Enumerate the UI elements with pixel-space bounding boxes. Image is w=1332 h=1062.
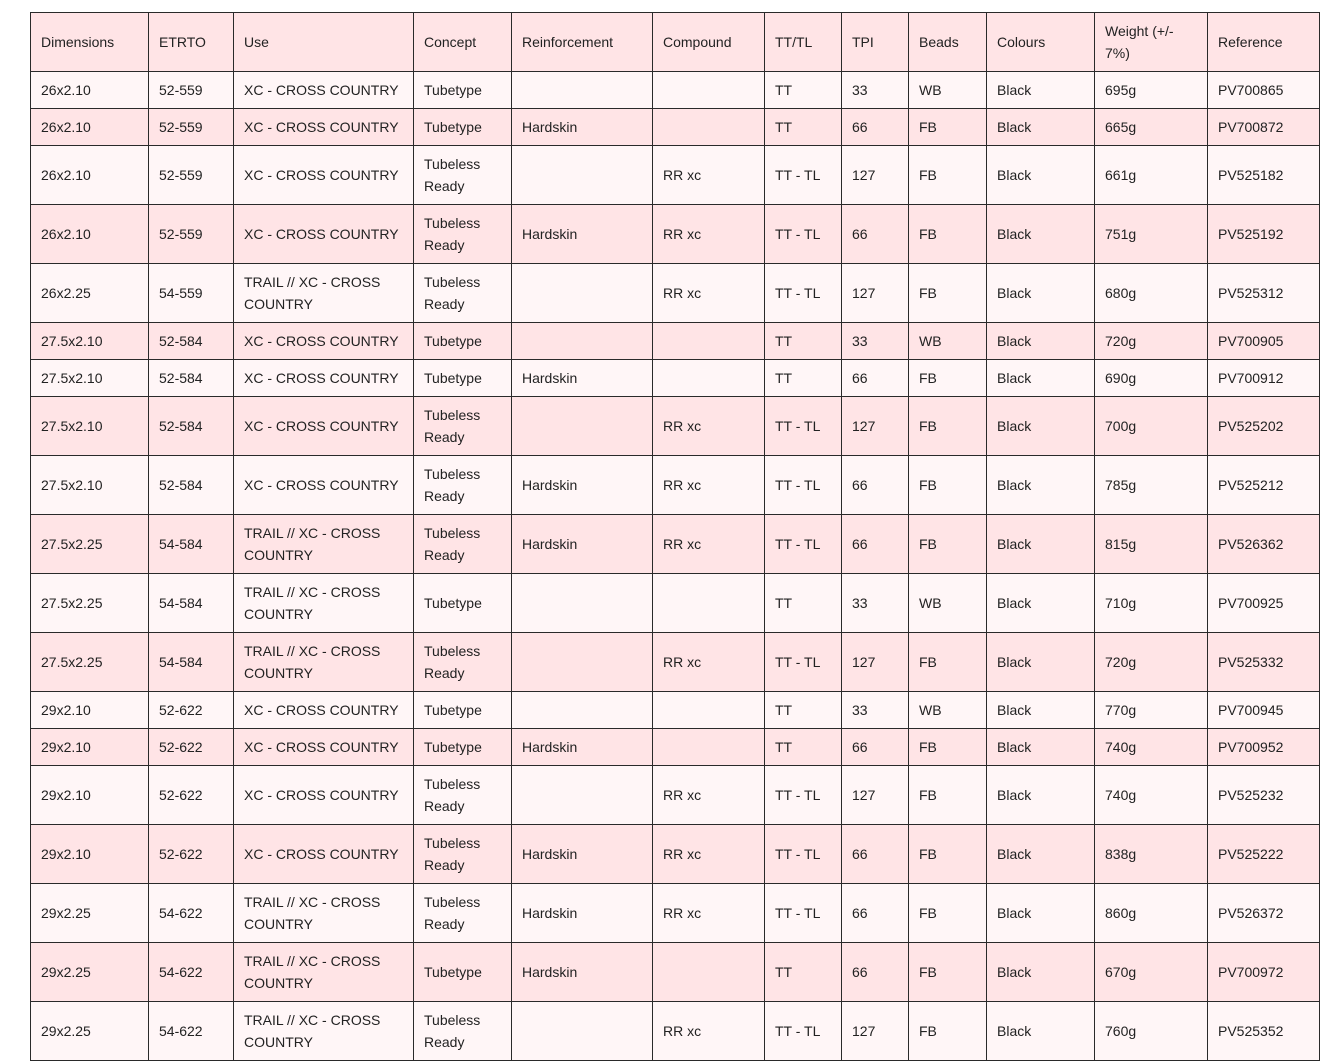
cell-reference: PV700905: [1208, 323, 1320, 360]
cell-tt-tl: TT - TL: [765, 884, 842, 943]
cell-beads: WB: [909, 692, 987, 729]
cell-weight: 760g: [1095, 1002, 1208, 1061]
cell-colours: Black: [987, 205, 1095, 264]
cell-weight: 670g: [1095, 943, 1208, 1002]
cell-colours: Black: [987, 825, 1095, 884]
cell-use: XC - CROSS COUNTRY: [234, 360, 414, 397]
cell-concept: Tubetype: [414, 360, 512, 397]
cell-concept: Tubetype: [414, 729, 512, 766]
cell-reinforcement: Hardskin: [512, 884, 653, 943]
column-header-weight: Weight (+/- 7%): [1095, 13, 1208, 72]
table-row: [31, 72, 1320, 109]
cell-reference: PV526372: [1208, 884, 1320, 943]
cell-concept: Tubeless Ready: [414, 1002, 512, 1061]
cell-reinforcement: [512, 692, 653, 729]
cell-reinforcement: [512, 264, 653, 323]
table-row: [31, 146, 1320, 205]
table-row: [31, 109, 1320, 146]
cell-colours: Black: [987, 146, 1095, 205]
cell-concept: Tubeless Ready: [414, 146, 512, 205]
cell-use: XC - CROSS COUNTRY: [234, 146, 414, 205]
cell-reinforcement: [512, 323, 653, 360]
table-row: [31, 884, 1320, 943]
cell-beads: FB: [909, 943, 987, 1002]
cell-weight: 751g: [1095, 205, 1208, 264]
cell-dimensions: 27.5x2.25: [31, 633, 149, 692]
column-header-use: Use: [234, 13, 414, 72]
cell-reference: PV700925: [1208, 574, 1320, 633]
cell-dimensions: 29x2.10: [31, 729, 149, 766]
cell-dimensions: 27.5x2.25: [31, 574, 149, 633]
cell-beads: FB: [909, 205, 987, 264]
cell-etrto: 52-584: [149, 456, 234, 515]
cell-tt-tl: TT: [765, 323, 842, 360]
cell-tpi: 33: [842, 574, 909, 633]
cell-beads: FB: [909, 397, 987, 456]
cell-dimensions: 26x2.10: [31, 205, 149, 264]
table-row: [31, 323, 1320, 360]
table-row: [31, 360, 1320, 397]
cell-dimensions: 27.5x2.10: [31, 397, 149, 456]
column-header-tt-tl: TT/TL: [765, 13, 842, 72]
cell-compound: RR xc: [653, 264, 765, 323]
column-header-etrto: ETRTO: [149, 13, 234, 72]
cell-dimensions: 26x2.10: [31, 109, 149, 146]
cell-use: XC - CROSS COUNTRY: [234, 766, 414, 825]
cell-dimensions: 26x2.10: [31, 146, 149, 205]
cell-colours: Black: [987, 72, 1095, 109]
cell-concept: Tubeless Ready: [414, 397, 512, 456]
cell-use: TRAIL // XC - CROSS COUNTRY: [234, 1002, 414, 1061]
cell-reference: PV525182: [1208, 146, 1320, 205]
cell-dimensions: 29x2.25: [31, 884, 149, 943]
cell-weight: 838g: [1095, 825, 1208, 884]
cell-reference: PV700912: [1208, 360, 1320, 397]
cell-beads: FB: [909, 456, 987, 515]
cell-tpi: 66: [842, 943, 909, 1002]
column-header-reference: Reference: [1208, 13, 1320, 72]
cell-use: XC - CROSS COUNTRY: [234, 205, 414, 264]
cell-etrto: 52-559: [149, 72, 234, 109]
cell-tpi: 66: [842, 456, 909, 515]
cell-dimensions: 29x2.10: [31, 825, 149, 884]
cell-etrto: 54-622: [149, 943, 234, 1002]
column-header-dimensions: Dimensions: [31, 13, 149, 72]
cell-compound: RR xc: [653, 146, 765, 205]
cell-concept: Tubeless Ready: [414, 456, 512, 515]
cell-reference: PV700972: [1208, 943, 1320, 1002]
cell-use: XC - CROSS COUNTRY: [234, 109, 414, 146]
cell-tpi: 66: [842, 884, 909, 943]
column-header-tpi: TPI: [842, 13, 909, 72]
cell-compound: RR xc: [653, 884, 765, 943]
cell-reinforcement: Hardskin: [512, 205, 653, 264]
cell-use: XC - CROSS COUNTRY: [234, 692, 414, 729]
cell-weight: 700g: [1095, 397, 1208, 456]
cell-compound: [653, 692, 765, 729]
cell-reference: PV700865: [1208, 72, 1320, 109]
cell-tt-tl: TT: [765, 574, 842, 633]
table-row: [31, 1002, 1320, 1061]
cell-tt-tl: TT - TL: [765, 397, 842, 456]
cell-etrto: 54-584: [149, 515, 234, 574]
cell-beads: WB: [909, 72, 987, 109]
cell-concept: Tubeless Ready: [414, 264, 512, 323]
cell-weight: 770g: [1095, 692, 1208, 729]
table-row: [31, 456, 1320, 515]
cell-compound: RR xc: [653, 205, 765, 264]
cell-compound: [653, 109, 765, 146]
cell-etrto: 52-622: [149, 692, 234, 729]
cell-reinforcement: [512, 633, 653, 692]
cell-colours: Black: [987, 574, 1095, 633]
cell-tpi: 127: [842, 766, 909, 825]
cell-dimensions: 27.5x2.10: [31, 323, 149, 360]
cell-beads: FB: [909, 729, 987, 766]
cell-compound: RR xc: [653, 766, 765, 825]
column-header-colours: Colours: [987, 13, 1095, 72]
cell-tpi: 66: [842, 515, 909, 574]
column-header-reinforcement: Reinforcement: [512, 13, 653, 72]
cell-reference: PV525212: [1208, 456, 1320, 515]
cell-concept: Tubetype: [414, 72, 512, 109]
cell-reinforcement: Hardskin: [512, 515, 653, 574]
cell-use: TRAIL // XC - CROSS COUNTRY: [234, 515, 414, 574]
cell-use: TRAIL // XC - CROSS COUNTRY: [234, 943, 414, 1002]
cell-tt-tl: TT - TL: [765, 264, 842, 323]
cell-concept: Tubetype: [414, 943, 512, 1002]
cell-etrto: 52-584: [149, 360, 234, 397]
cell-tpi: 66: [842, 729, 909, 766]
cell-beads: WB: [909, 574, 987, 633]
table-row: [31, 205, 1320, 264]
cell-reference: PV526362: [1208, 515, 1320, 574]
cell-tt-tl: TT - TL: [765, 146, 842, 205]
cell-etrto: 52-622: [149, 825, 234, 884]
cell-weight: 695g: [1095, 72, 1208, 109]
cell-concept: Tubeless Ready: [414, 884, 512, 943]
cell-colours: Black: [987, 692, 1095, 729]
cell-weight: 720g: [1095, 323, 1208, 360]
cell-dimensions: 27.5x2.25: [31, 515, 149, 574]
cell-weight: 710g: [1095, 574, 1208, 633]
cell-weight: 740g: [1095, 729, 1208, 766]
cell-reinforcement: Hardskin: [512, 943, 653, 1002]
cell-reinforcement: Hardskin: [512, 456, 653, 515]
cell-concept: Tubetype: [414, 574, 512, 633]
cell-etrto: 52-559: [149, 146, 234, 205]
cell-reference: PV525232: [1208, 766, 1320, 825]
cell-tt-tl: TT - TL: [765, 456, 842, 515]
cell-reinforcement: Hardskin: [512, 360, 653, 397]
cell-concept: Tubeless Ready: [414, 633, 512, 692]
cell-weight: 680g: [1095, 264, 1208, 323]
cell-compound: [653, 574, 765, 633]
cell-dimensions: 27.5x2.10: [31, 456, 149, 515]
cell-tt-tl: TT - TL: [765, 205, 842, 264]
cell-weight: 740g: [1095, 766, 1208, 825]
cell-use: TRAIL // XC - CROSS COUNTRY: [234, 574, 414, 633]
table-body: [31, 72, 1320, 1061]
cell-beads: FB: [909, 1002, 987, 1061]
cell-etrto: 52-559: [149, 109, 234, 146]
cell-colours: Black: [987, 766, 1095, 825]
column-header-concept: Concept: [414, 13, 512, 72]
cell-compound: RR xc: [653, 515, 765, 574]
cell-etrto: 52-584: [149, 323, 234, 360]
cell-compound: [653, 72, 765, 109]
cell-concept: Tubeless Ready: [414, 766, 512, 825]
cell-reinforcement: [512, 574, 653, 633]
cell-etrto: 54-584: [149, 633, 234, 692]
table-row: [31, 397, 1320, 456]
cell-tt-tl: TT - TL: [765, 515, 842, 574]
cell-compound: RR xc: [653, 456, 765, 515]
header-row: [31, 13, 1320, 72]
cell-colours: Black: [987, 264, 1095, 323]
cell-reference: PV525332: [1208, 633, 1320, 692]
cell-tpi: 66: [842, 360, 909, 397]
cell-weight: 785g: [1095, 456, 1208, 515]
cell-reinforcement: [512, 1002, 653, 1061]
cell-tpi: 127: [842, 146, 909, 205]
cell-etrto: 54-622: [149, 884, 234, 943]
cell-dimensions: 26x2.10: [31, 72, 149, 109]
cell-dimensions: 26x2.25: [31, 264, 149, 323]
cell-reference: PV525222: [1208, 825, 1320, 884]
cell-dimensions: 29x2.10: [31, 692, 149, 729]
cell-tt-tl: TT - TL: [765, 766, 842, 825]
cell-tpi: 127: [842, 633, 909, 692]
cell-use: XC - CROSS COUNTRY: [234, 825, 414, 884]
cell-dimensions: 29x2.25: [31, 1002, 149, 1061]
cell-tpi: 127: [842, 397, 909, 456]
cell-concept: Tubetype: [414, 323, 512, 360]
cell-concept: Tubetype: [414, 692, 512, 729]
table-row: [31, 825, 1320, 884]
cell-concept: Tubeless Ready: [414, 825, 512, 884]
cell-reinforcement: [512, 397, 653, 456]
cell-reference: PV525312: [1208, 264, 1320, 323]
cell-tt-tl: TT: [765, 72, 842, 109]
cell-use: XC - CROSS COUNTRY: [234, 729, 414, 766]
cell-use: TRAIL // XC - CROSS COUNTRY: [234, 884, 414, 943]
cell-beads: FB: [909, 109, 987, 146]
cell-beads: FB: [909, 825, 987, 884]
cell-colours: Black: [987, 360, 1095, 397]
cell-use: XC - CROSS COUNTRY: [234, 72, 414, 109]
cell-reinforcement: [512, 72, 653, 109]
cell-tpi: 66: [842, 825, 909, 884]
cell-use: TRAIL // XC - CROSS COUNTRY: [234, 633, 414, 692]
table-row: [31, 729, 1320, 766]
cell-beads: FB: [909, 264, 987, 323]
cell-etrto: 52-622: [149, 766, 234, 825]
cell-use: XC - CROSS COUNTRY: [234, 456, 414, 515]
cell-colours: Black: [987, 729, 1095, 766]
cell-tpi: 33: [842, 72, 909, 109]
cell-compound: RR xc: [653, 397, 765, 456]
cell-etrto: 52-584: [149, 397, 234, 456]
cell-tpi: 127: [842, 1002, 909, 1061]
cell-etrto: 52-622: [149, 729, 234, 766]
cell-weight: 690g: [1095, 360, 1208, 397]
cell-tpi: 33: [842, 323, 909, 360]
cell-compound: [653, 729, 765, 766]
cell-colours: Black: [987, 1002, 1095, 1061]
cell-compound: RR xc: [653, 825, 765, 884]
cell-dimensions: 29x2.25: [31, 943, 149, 1002]
table-row: [31, 943, 1320, 1002]
cell-use: XC - CROSS COUNTRY: [234, 323, 414, 360]
cell-colours: Black: [987, 397, 1095, 456]
cell-dimensions: 27.5x2.10: [31, 360, 149, 397]
column-header-compound: Compound: [653, 13, 765, 72]
cell-reference: PV700872: [1208, 109, 1320, 146]
table-row: [31, 766, 1320, 825]
cell-tt-tl: TT: [765, 360, 842, 397]
cell-concept: Tubetype: [414, 109, 512, 146]
cell-use: TRAIL // XC - CROSS COUNTRY: [234, 264, 414, 323]
cell-weight: 720g: [1095, 633, 1208, 692]
cell-colours: Black: [987, 943, 1095, 1002]
cell-tt-tl: TT - TL: [765, 633, 842, 692]
cell-tpi: 66: [842, 205, 909, 264]
cell-etrto: 54-584: [149, 574, 234, 633]
cell-reference: PV700952: [1208, 729, 1320, 766]
cell-weight: 860g: [1095, 884, 1208, 943]
cell-beads: FB: [909, 146, 987, 205]
table-row: [31, 515, 1320, 574]
cell-weight: 661g: [1095, 146, 1208, 205]
cell-compound: RR xc: [653, 1002, 765, 1061]
cell-beads: FB: [909, 360, 987, 397]
tire-specs-table: [30, 12, 1320, 1061]
cell-beads: FB: [909, 884, 987, 943]
cell-compound: [653, 360, 765, 397]
cell-reinforcement: [512, 766, 653, 825]
cell-reinforcement: Hardskin: [512, 109, 653, 146]
cell-reinforcement: Hardskin: [512, 729, 653, 766]
cell-beads: WB: [909, 323, 987, 360]
cell-colours: Black: [987, 109, 1095, 146]
cell-reference: PV525202: [1208, 397, 1320, 456]
cell-compound: [653, 943, 765, 1002]
cell-beads: FB: [909, 515, 987, 574]
cell-compound: RR xc: [653, 633, 765, 692]
cell-colours: Black: [987, 633, 1095, 692]
table-row: [31, 633, 1320, 692]
cell-tt-tl: TT: [765, 943, 842, 1002]
cell-weight: 815g: [1095, 515, 1208, 574]
cell-etrto: 54-559: [149, 264, 234, 323]
cell-colours: Black: [987, 323, 1095, 360]
cell-beads: FB: [909, 766, 987, 825]
cell-reference: PV525192: [1208, 205, 1320, 264]
table-row: [31, 264, 1320, 323]
cell-colours: Black: [987, 884, 1095, 943]
cell-reference: PV525352: [1208, 1002, 1320, 1061]
cell-tt-tl: TT - TL: [765, 1002, 842, 1061]
cell-tt-tl: TT: [765, 729, 842, 766]
cell-dimensions: 29x2.10: [31, 766, 149, 825]
cell-tt-tl: TT: [765, 692, 842, 729]
column-header-beads: Beads: [909, 13, 987, 72]
cell-colours: Black: [987, 515, 1095, 574]
cell-tpi: 66: [842, 109, 909, 146]
cell-tpi: 33: [842, 692, 909, 729]
cell-etrto: 54-622: [149, 1002, 234, 1061]
cell-reinforcement: [512, 146, 653, 205]
table-row: [31, 574, 1320, 633]
cell-weight: 665g: [1095, 109, 1208, 146]
cell-concept: Tubeless Ready: [414, 515, 512, 574]
cell-use: XC - CROSS COUNTRY: [234, 397, 414, 456]
cell-tpi: 127: [842, 264, 909, 323]
cell-etrto: 52-559: [149, 205, 234, 264]
cell-reinforcement: Hardskin: [512, 825, 653, 884]
cell-compound: [653, 323, 765, 360]
cell-beads: FB: [909, 633, 987, 692]
cell-colours: Black: [987, 456, 1095, 515]
cell-concept: Tubeless Ready: [414, 205, 512, 264]
cell-tt-tl: TT: [765, 109, 842, 146]
cell-tt-tl: TT - TL: [765, 825, 842, 884]
table-header: [31, 13, 1320, 72]
cell-reference: PV700945: [1208, 692, 1320, 729]
table-row: [31, 692, 1320, 729]
